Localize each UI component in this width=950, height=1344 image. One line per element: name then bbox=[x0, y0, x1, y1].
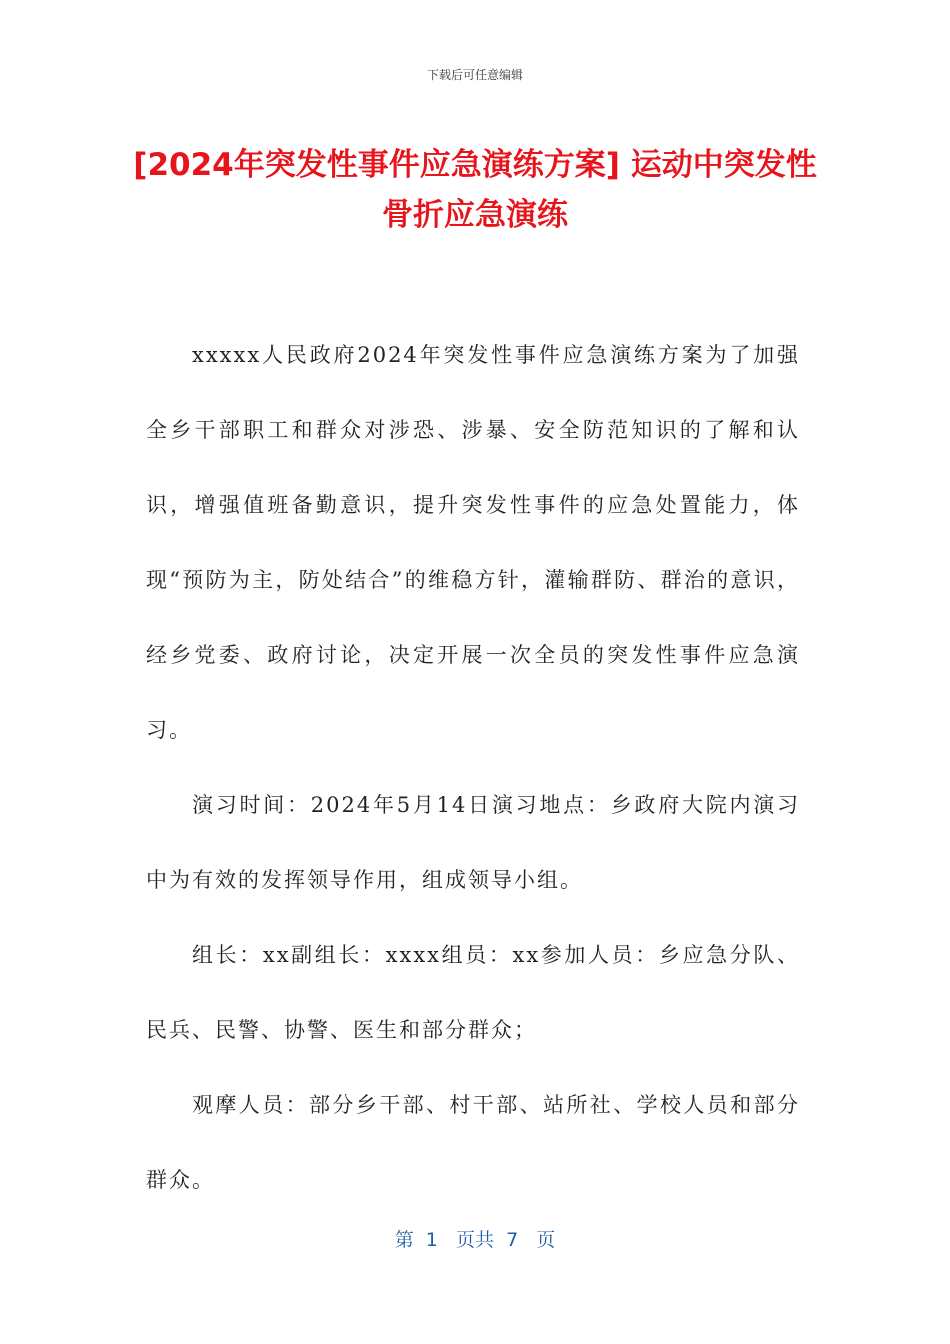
paragraph-observers: 观摩人员：部分乡干部、村干部、站所社、学校人员和部分群众。 bbox=[146, 1093, 800, 1192]
paragraph-time-location: 演习时间：2024年5月14日演习地点：乡政府大院内演习中为有效的发挥领导作用，组成领导小组。 bbox=[146, 793, 800, 892]
document-body bbox=[146, 318, 800, 1218]
page-number: 第 1 页共 7 页 bbox=[394, 1229, 556, 1251]
paragraph-members: 组长：xx副组长：xxxx组员：xx参加人员：乡应急分队、民兵、民警、协警、医生和部分群众； bbox=[146, 943, 800, 1042]
paragraph-intro: xxxxx人民政府2024年突发性事件应急演练方案为了加强全乡干部职工和群众对涉恐、涉暴、安全防范知识的了解和认识，增强值班备勤意识，提升突发性事件的应急处置能力，体现“预防为主，防处结合”的维稳方针，灌输群防、群治的意识，经乡党委、政府讨论，决定开展一次全员的突发性事件应急演习。 bbox=[146, 343, 800, 742]
document-title: [2024年突发性事件应急演练方案] 运动中突发性骨折应急演练 bbox=[133, 147, 817, 233]
header-note: 下载后可任意编辑 bbox=[426, 68, 523, 82]
